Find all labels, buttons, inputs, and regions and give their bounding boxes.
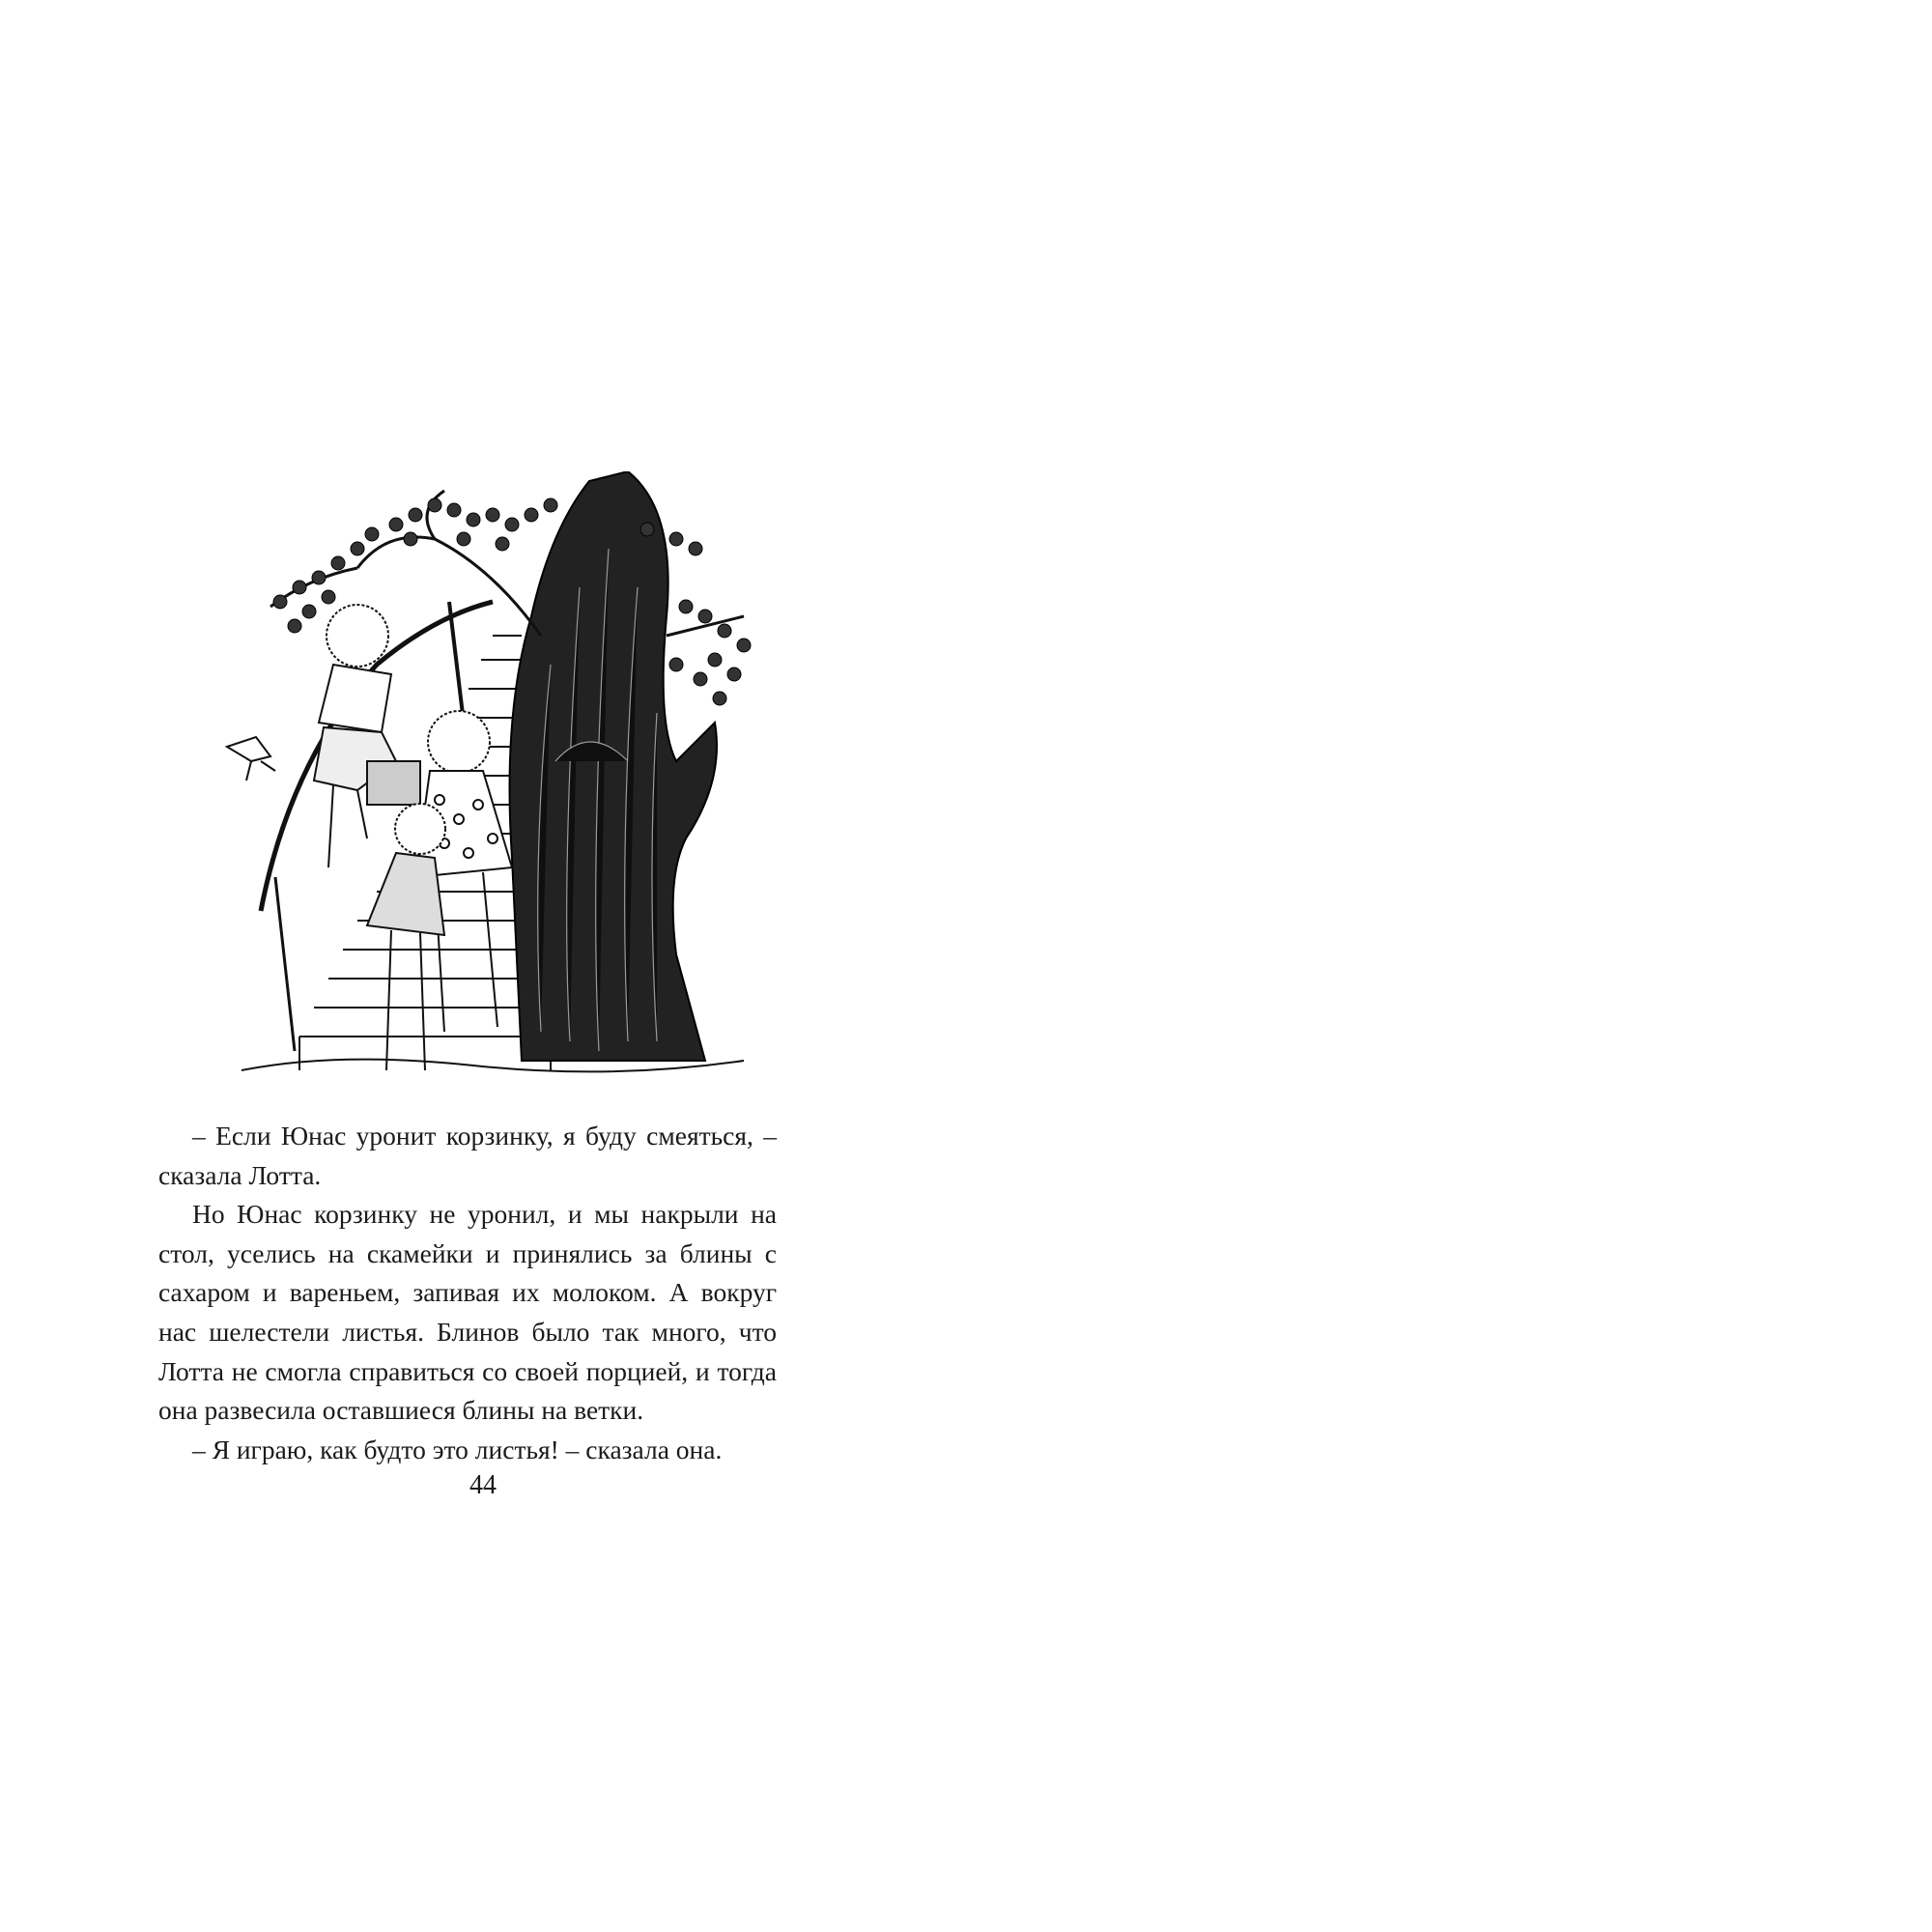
paragraph: – Я играю, как будто это листья! – сказала она. — [192, 1434, 723, 1464]
left-page-text — [158, 1117, 777, 1469]
page-number-left: 44 — [469, 1470, 497, 1500]
paragraph: Но Юнас корзинку не уронил, и мы накрыли на стол, уселись на скамейки и принялись за блины с сахаром и вареньем, запивая их молоком. А вокруг нас шелестели листья. Блинов было так много, что Лотта не смогла справиться со своей порцией, и тогда она развесила оставшиеся блины на ветки. — [158, 1199, 777, 1426]
right-page — [966, 0, 1932, 1932]
illustration-children-stairs-tree — [222, 471, 763, 1099]
paragraph: – Если Юнас уронит корзинку, я буду смеяться, – сказала Лотта. — [158, 1121, 777, 1190]
